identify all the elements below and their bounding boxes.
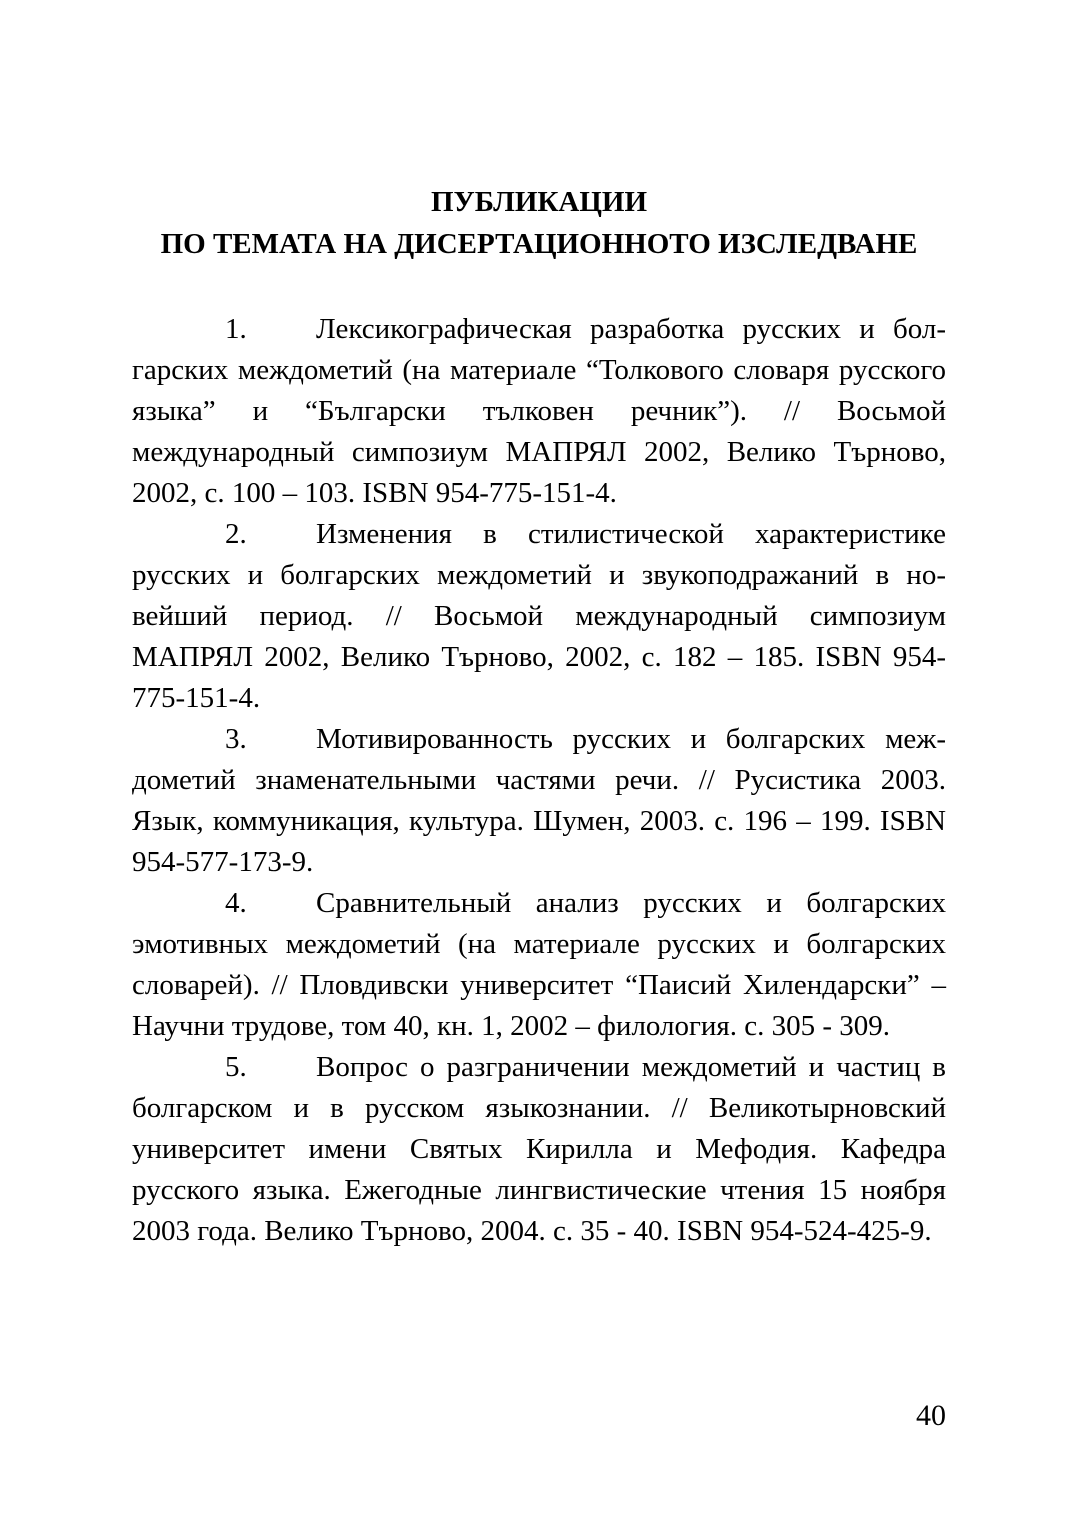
page-subtitle: ПО ТЕМАТА НА ДИСЕРТАЦИОННОТО ИЗСЛЕДВАНЕ [160,228,918,260]
publication-text: Вопрос о разграничении междометий и частиц в болгарском и в русском языкознании. // Великотырновский университет имени Святых Кирилла и Мефодия. Кафедра русского языка. Ежегодные лингвистические чтения 15 ноября 2003 года. Велико Търново, 2004. с. 35 - 40. ISBN 954-524-425-9. [132,1051,946,1247]
publication-list [132,309,946,1252]
page-number: 40 [916,1399,946,1432]
publication-item [132,883,946,1047]
publication-text: Лексикографическая разработка русских и болгарских междометий (на материале “Толкового словаря русского языка” и “Български тълковен речник”). // Восьмой международный симпозиум МАПРЯЛ 2002, Велико Търново, 2002, с. 100 – 103. ISBN 954-775-151-4. [132,313,946,509]
publication-item [132,1047,946,1252]
publication-number: 3. [225,723,247,755]
publication-item [132,514,946,719]
publication-text: Мотивированность русских и болгарских междометий знаменательными частями речи. // Русистика 2003. Язык, коммуникация, культура. Шумен, 2003. с. 196 – 199. ISBN 954-577-173-9. [132,723,946,878]
publication-text: Изменения в стилистической характеристике русских и болгарских междометий и звукоподражаний в новейший период. // Восьмой международный симпозиум МАПРЯЛ 2002, Велико Търново, 2002, с. 182 – 185. ISBN 954-775-151-4. [132,518,946,714]
publication-number: 2. [225,518,247,550]
publication-item [132,309,946,514]
publication-number: 5. [225,1051,247,1083]
publication-item [132,719,946,883]
publication-number: 1. [225,313,247,345]
page-title: ПУБЛИКАЦИИ [430,186,648,218]
publication-text: Сравнительный анализ русских и болгарских эмотивных междометий (на материале русских и болгарских словарей). // Пловдивски университет “Паисий Хилендарски” – Научни трудове, том 40, кн. 1, 2002 – филология. с. 305 - 309. [132,887,946,1042]
publication-number: 4. [225,887,247,919]
